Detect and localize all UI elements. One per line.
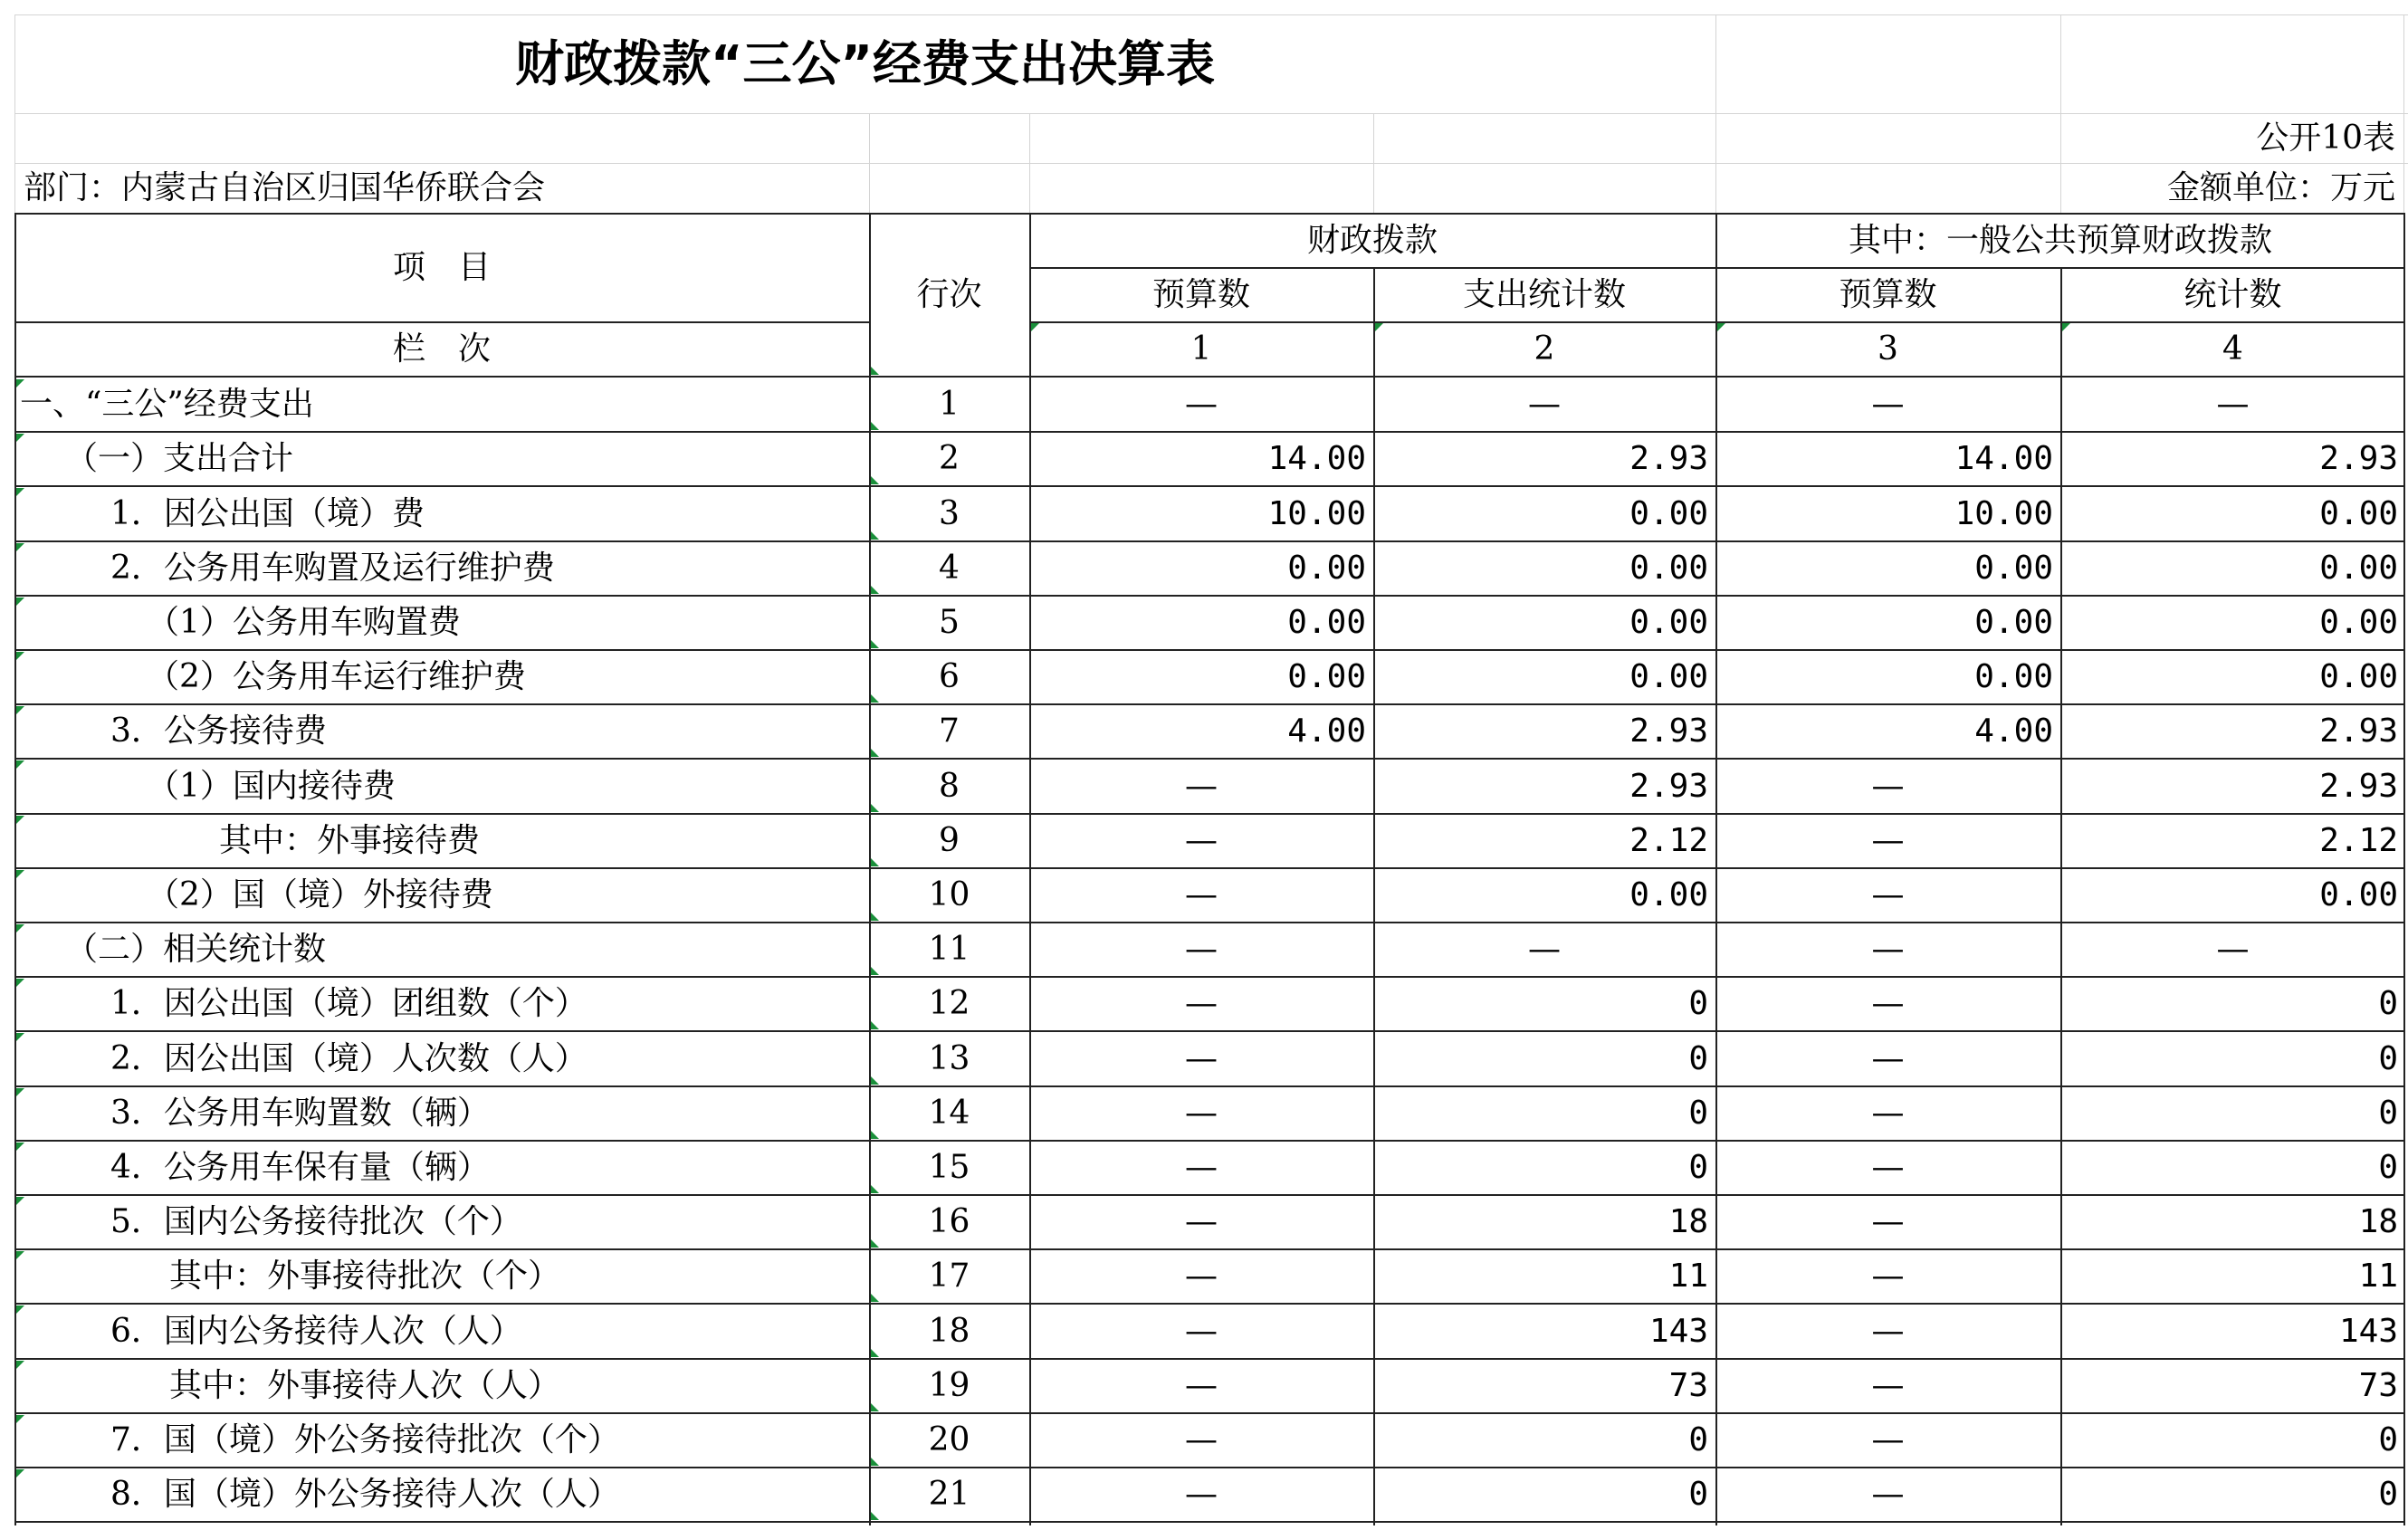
row-item-label: 3．公务接待费 [110,712,327,750]
row-value-col-4: 143 [2338,1312,2398,1350]
row-value-col-3: 4.00 [1974,712,2053,750]
row-value-col-2: — [1528,931,1561,968]
row-value-col-4: 18 [2358,1203,2398,1240]
cell-marker-icon [16,924,24,932]
row-line-number: 17 [928,1257,970,1295]
row-line-number: 14 [928,1095,970,1132]
row-value-col-1: 4.00 [1287,712,1366,750]
row-value-col-3: — [1871,1095,1905,1132]
cell-marker-icon [16,434,24,442]
row-value-col-3: 0.00 [1974,604,2053,641]
row-value-col-3: — [1871,1476,1905,1513]
row-item-label: （一）支出合计 [65,440,294,477]
row-value-col-3: — [1871,1367,1905,1404]
row-value-col-4: 0 [2378,1476,2398,1513]
cell-marker-icon [16,543,24,551]
row-item-label: （1）国内接待费 [147,767,396,805]
row-value-col-2: 0.00 [1629,658,1708,695]
cell-marker-icon [16,652,24,660]
row-item-label: 其中：外事接待费 [219,822,481,859]
cell-marker-icon [871,967,879,975]
cell-marker-icon [871,1185,879,1193]
row-value-col-1: — [1185,1039,1218,1077]
row-value-col-3: — [1871,1421,1905,1458]
row-value-col-1: — [1185,767,1218,805]
row-value-col-2: 0.00 [1629,876,1708,913]
header-item: 项 目 [392,249,491,286]
cell-marker-icon [16,979,24,987]
row-value-col-2: 0.00 [1629,550,1708,587]
row-value-col-3: 14.00 [1954,440,2053,477]
row-value-col-4: 0.00 [2319,494,2398,532]
cell-marker-icon [1375,323,1383,331]
row-value-col-1: — [1185,1203,1218,1240]
row-line-number: 20 [928,1421,970,1458]
grid-line [14,113,2408,114]
row-line-number: 9 [939,822,960,859]
row-value-col-2: 2.93 [1629,767,1708,805]
row-value-col-2: 0 [1688,1476,1708,1513]
row-value-col-3: — [1871,931,1905,968]
cell-marker-icon [2062,323,2070,331]
row-value-col-1: — [1185,1367,1218,1404]
row-value-col-2: 0 [1688,1149,1708,1186]
row-item-label: 5．国内公务接待批次（个） [110,1203,522,1240]
row-line-number: 11 [928,931,970,968]
row-value-col-3: — [1871,822,1905,859]
row-value-col-2: 0 [1688,1095,1708,1132]
cell-marker-icon [871,640,879,648]
cell-marker-icon [16,1088,24,1096]
row-value-col-3: — [1871,1039,1905,1077]
row-value-col-3: — [1871,1149,1905,1186]
row-line-number: 10 [928,876,970,913]
row-item-label: 1．因公出国（境）团组数（个） [110,985,588,1022]
row-value-col-2: — [1528,386,1561,423]
cell-marker-icon [871,858,879,866]
row-value-col-4: 0.00 [2319,604,2398,641]
row-item-label: 其中：外事接待人次（人） [169,1367,561,1404]
row-value-col-1: — [1185,985,1218,1022]
row-line-number: 16 [928,1203,970,1240]
cell-marker-icon [871,694,879,703]
row-value-col-4: 0 [2378,985,2398,1022]
row-value-col-1: — [1185,876,1218,913]
cell-marker-icon [871,1131,879,1139]
cell-marker-icon [16,1143,24,1151]
header-expense-stat: 支出统计数 [1462,276,1626,313]
row-value-col-4: 0 [2378,1039,2398,1077]
row-item-label: （2）公务用车运行维护费 [147,658,526,695]
row-value-col-1: 0.00 [1287,604,1366,641]
row-value-col-4: 0.00 [2319,550,2398,587]
row-value-col-3: — [1871,767,1905,805]
row-item-label: 8．国（境）外公务接待人次（人） [110,1476,620,1513]
cell-marker-icon [871,1294,879,1302]
header-budget-general: 预算数 [1839,276,1937,313]
row-line-number: 15 [928,1149,970,1186]
cell-marker-icon [871,1403,879,1411]
row-value-col-2: 0 [1688,1039,1708,1077]
cell-marker-icon [16,1415,24,1423]
row-value-col-4: 0 [2378,1095,2398,1132]
header-column-index: 栏 次 [392,330,491,368]
cell-marker-icon [871,476,879,484]
cell-marker-icon [871,422,879,430]
row-value-col-4: 0.00 [2319,876,2398,913]
row-value-col-4: 2.93 [2319,767,2398,805]
row-value-col-2: 73 [1668,1367,1708,1404]
cell-marker-icon [871,804,879,812]
row-value-col-1: — [1185,1149,1218,1186]
cell-marker-icon [871,1458,879,1466]
row-value-col-1: — [1185,1257,1218,1295]
cell-marker-icon [16,870,24,878]
row-value-col-2: 2.93 [1629,440,1708,477]
cell-marker-icon [871,1021,879,1029]
cell-marker-icon [16,1033,24,1041]
row-value-col-4: 11 [2358,1257,2398,1295]
cell-marker-icon [16,1361,24,1369]
row-value-col-3: — [1871,876,1905,913]
page-title: 财政拨款“三公”经费支出决算表 [515,34,1215,92]
cell-marker-icon [871,1076,879,1085]
row-value-col-3: 0.00 [1974,550,2053,587]
header-fiscal-appropriation: 财政拨款 [1306,222,1438,259]
amount-unit-label: 金额单位：万元 [2166,169,2395,206]
row-value-col-2: 18 [1668,1203,1708,1240]
row-line-number: 5 [939,604,960,641]
row-value-col-1: — [1185,1421,1218,1458]
row-item-label: 1．因公出国（境）费 [110,494,425,532]
cell-marker-icon [871,913,879,921]
row-item-label: 6．国内公务接待人次（人） [110,1312,522,1350]
row-value-col-4: 0 [2378,1149,2398,1186]
row-line-number: 21 [928,1476,970,1513]
grid-line [1373,113,1374,214]
cell-marker-icon [16,760,24,769]
row-value-col-3: 10.00 [1954,494,2053,532]
table-number: 公开10表 [2256,119,2395,157]
cell-marker-icon [871,1239,879,1248]
row-value-col-1: — [1185,1095,1218,1132]
row-value-col-1: 14.00 [1267,440,1366,477]
cell-marker-icon [16,488,24,496]
header-budget: 预算数 [1151,276,1250,313]
row-value-col-2: 0.00 [1629,604,1708,641]
row-value-col-2: 0.00 [1629,494,1708,532]
cell-marker-icon [871,1512,879,1520]
header-col-3: 3 [1878,330,1898,368]
row-line-number: 12 [928,985,970,1022]
header-col-1: 1 [1190,330,1212,368]
cell-marker-icon [16,706,24,714]
cell-marker-icon [871,586,879,594]
grid-line [869,113,870,214]
header-line-no: 行次 [916,276,982,313]
row-value-col-3: — [1871,1203,1905,1240]
row-line-number: 1 [939,386,960,423]
row-value-col-3: — [1871,1312,1905,1350]
cell-marker-icon [16,816,24,824]
row-value-col-4: 2.93 [2319,712,2398,750]
row-item-label: 一、“三公”经费支出 [20,386,314,423]
cell-marker-icon [16,379,24,387]
row-item-label: 3．公务用车购置数（辆） [110,1095,490,1132]
cell-marker-icon [16,1197,24,1205]
cell-marker-icon [1031,323,1039,331]
header-general-public-budget: 其中：一般公共预算财政拨款 [1848,222,2272,259]
row-value-col-4: 0.00 [2319,658,2398,695]
row-value-col-2: 11 [1668,1257,1708,1295]
row-value-col-2: 0 [1688,1421,1708,1458]
row-value-col-4: 73 [2358,1367,2398,1404]
cell-marker-icon [16,1251,24,1259]
row-line-number: 18 [928,1312,970,1350]
row-line-number: 4 [939,550,960,587]
row-value-col-1: — [1185,1476,1218,1513]
row-value-col-1: — [1185,1312,1218,1350]
cell-marker-icon [16,1469,24,1477]
row-value-col-1: 0.00 [1287,550,1366,587]
row-line-number: 19 [928,1367,970,1404]
row-line-number: 7 [939,712,960,750]
row-item-label: （1）公务用车购置费 [147,604,461,641]
row-item-label: 其中：外事接待批次（个） [169,1257,561,1295]
header-col-2: 2 [1534,330,1555,368]
row-value-col-4: — [2216,386,2250,423]
row-item-label: 2．因公出国（境）人次数（人） [110,1039,588,1077]
cell-marker-icon [871,367,879,375]
row-value-col-4: — [2216,931,2250,968]
row-value-col-1: — [1185,931,1218,968]
department-label: 部门：内蒙古自治区归国华侨联合会 [24,169,546,206]
row-item-label: 4．公务用车保有量（辆） [110,1149,490,1186]
row-item-label: 7．国（境）外公务接待批次（个） [110,1421,620,1458]
row-value-col-1: 0.00 [1287,658,1366,695]
row-value-col-3: — [1871,985,1905,1022]
cell-marker-icon [871,749,879,757]
row-value-col-2: 2.93 [1629,712,1708,750]
row-line-number: 2 [939,440,960,477]
row-item-label: （二）相关统计数 [65,931,327,968]
cell-marker-icon [1717,323,1725,331]
row-line-number: 6 [939,658,960,695]
cell-marker-icon [871,1349,879,1357]
header-stat: 统计数 [2183,276,2282,313]
row-value-col-3: — [1871,386,1905,423]
row-value-col-4: 2.12 [2319,822,2398,859]
row-line-number: 3 [939,494,960,532]
cell-marker-icon [871,531,879,540]
row-value-col-2: 0 [1688,985,1708,1022]
row-value-col-3: 0.00 [1974,658,2053,695]
row-value-col-1: — [1185,386,1218,423]
row-value-col-4: 2.93 [2319,440,2398,477]
header-col-4: 4 [2222,330,2243,368]
row-value-col-1: 10.00 [1267,494,1366,532]
row-value-col-2: 143 [1648,1312,1708,1350]
row-item-label: （2）国（境）外接待费 [147,876,493,913]
row-line-number: 13 [928,1039,970,1077]
row-value-col-2: 2.12 [1629,822,1708,859]
row-value-col-4: 0 [2378,1421,2398,1458]
grid-line [1715,14,1716,214]
row-value-col-3: — [1871,1257,1905,1295]
row-line-number: 8 [939,767,960,805]
cell-marker-icon [16,598,24,606]
row-value-col-1: — [1185,822,1218,859]
row-item-label: 2．公务用车购置及运行维护费 [110,550,555,587]
grid-line [1029,113,1030,214]
cell-marker-icon [16,1305,24,1314]
